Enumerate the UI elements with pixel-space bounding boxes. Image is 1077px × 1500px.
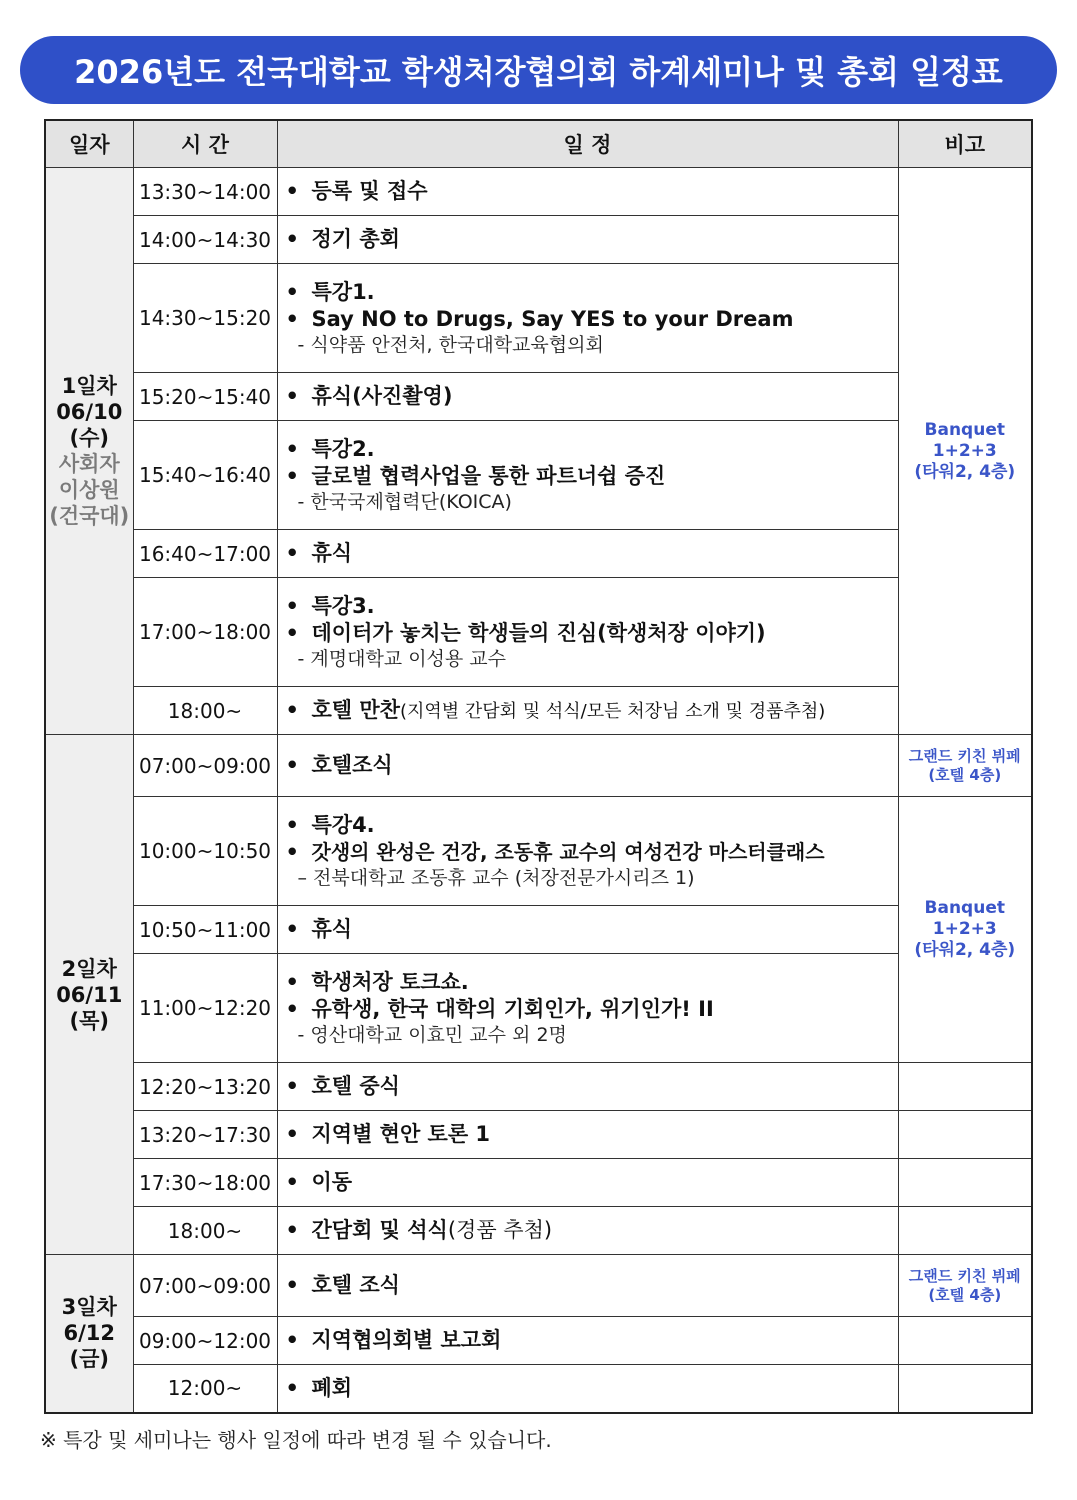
time-cell: 15:20~15:40 xyxy=(133,373,277,421)
note-line: (타워2, 4층) xyxy=(914,461,1016,482)
day2-label: 2일차 xyxy=(61,956,117,981)
header-row xyxy=(45,120,1032,168)
day1-label: 1일차 xyxy=(61,374,117,398)
emcee-role: 사회자 xyxy=(58,452,120,476)
note-line: (타워2, 4층) xyxy=(914,940,1016,960)
schedule-cell xyxy=(277,797,898,906)
time-cell: 14:00~14:30 xyxy=(133,216,277,264)
schedule-cell xyxy=(277,578,898,687)
schedule-item: 호텔 조식 xyxy=(311,1273,400,1297)
schedule-item: 학생처장 토크쇼. xyxy=(311,970,469,994)
table-row xyxy=(45,797,1032,906)
note-cell xyxy=(898,168,1032,735)
note-cell xyxy=(898,1317,1032,1365)
schedule-cell xyxy=(277,1317,898,1365)
day1-date: 06/10 xyxy=(56,400,123,424)
schedule-item-speaker: - 계명대학교 이성용 교수 xyxy=(297,648,507,670)
header-schedule: 일 정 xyxy=(277,120,898,168)
note-line: Banquet xyxy=(924,898,1005,918)
table-row xyxy=(45,906,1032,954)
note-cell xyxy=(898,1255,1032,1317)
note-line: Banquet xyxy=(924,419,1005,440)
time-cell: 11:00~12:20 xyxy=(133,954,277,1063)
bullet-icon: • xyxy=(285,541,299,565)
schedule-cell xyxy=(277,421,898,530)
schedule-item-title: 데이터가 놓치는 학생들의 진심(학생처장 이야기) xyxy=(311,621,766,645)
time-cell: 17:00~18:00 xyxy=(133,578,277,687)
schedule-cell xyxy=(277,1207,898,1255)
emcee-name: 이상원 xyxy=(58,478,120,502)
table-row xyxy=(45,954,1032,1063)
table-row xyxy=(45,1365,1032,1413)
page-title: 2026년도 전국대학교 학생처장협의회 하계세미나 및 총회 일정표 xyxy=(20,36,1057,104)
day2-date: 06/11 xyxy=(56,982,123,1007)
bullet-icon: • xyxy=(285,1218,299,1242)
bullet-icon: • xyxy=(285,280,299,304)
day2-cell xyxy=(45,735,133,1255)
note-line: 1+2+3 xyxy=(932,440,997,461)
note-cell xyxy=(898,1063,1032,1111)
schedule-item-speaker: - 한국국제협력단(KOICA) xyxy=(297,491,512,513)
venue-note xyxy=(899,898,1032,961)
schedule-cell xyxy=(277,530,898,578)
time-cell: 10:00~10:50 xyxy=(133,797,277,906)
schedule-item: 호텔 중식 xyxy=(311,1074,400,1098)
footnote: ※ 특강 및 세미나는 행사 일정에 따라 변경 될 수 있습니다. xyxy=(40,1428,552,1452)
schedule-cell xyxy=(277,687,898,735)
bullet-icon: • xyxy=(285,307,299,331)
note-cell xyxy=(898,735,1032,797)
schedule-cell xyxy=(277,735,898,797)
table-row xyxy=(45,421,1032,530)
time-cell: 13:30~14:00 xyxy=(133,168,277,216)
schedule-item: 호텔 만찬 xyxy=(311,697,400,722)
bullet-icon: • xyxy=(285,1375,299,1400)
header-date: 일자 xyxy=(45,120,133,168)
table-row xyxy=(45,578,1032,687)
schedule-item: 간담회 및 석식 xyxy=(311,1218,448,1242)
table-row xyxy=(45,1159,1032,1207)
bullet-icon: • xyxy=(285,1122,299,1146)
table-row xyxy=(45,373,1032,421)
header-time: 시 간 xyxy=(133,120,277,168)
schedule-item: 휴식 xyxy=(311,541,353,565)
schedule-item-detail: (지역별 간담회 및 석식/모든 처장님 소개 및 경품추첨) xyxy=(399,700,826,722)
schedule-cell xyxy=(277,264,898,373)
schedule-cell xyxy=(277,1365,898,1413)
schedule-item-title: 글로벌 협력사업을 통한 파트너쉽 증진 xyxy=(311,464,666,488)
time-cell: 18:00~ xyxy=(133,1207,277,1255)
time-cell: 15:40~16:40 xyxy=(133,421,277,530)
time-cell: 12:00~ xyxy=(133,1365,277,1413)
schedule-item: 호텔조식 xyxy=(311,753,393,777)
schedule-item: 특강4. xyxy=(311,813,375,837)
note-line: 1+2+3 xyxy=(932,919,997,939)
schedule-item: 휴식(사진촬영) xyxy=(311,384,453,408)
schedule-cell xyxy=(277,906,898,954)
schedule-item: 휴식 xyxy=(311,917,353,941)
time-cell: 18:00~ xyxy=(133,687,277,735)
table-row xyxy=(45,1111,1032,1159)
time-cell: 10:50~11:00 xyxy=(133,906,277,954)
schedule-item-title: 유학생, 한국 대학의 기회인가, 위기인가! II xyxy=(311,997,714,1021)
schedule-item: 폐회 xyxy=(311,1375,353,1400)
bullet-icon: • xyxy=(285,1328,299,1352)
bullet-icon: • xyxy=(285,997,299,1021)
bullet-icon: • xyxy=(285,437,299,461)
bullet-icon: • xyxy=(285,594,299,618)
bullet-icon: • xyxy=(285,917,299,941)
time-cell: 17:30~18:00 xyxy=(133,1159,277,1207)
bullet-icon: • xyxy=(285,384,299,408)
note-line: (호텔 4층) xyxy=(928,765,1002,784)
note-cell xyxy=(898,1159,1032,1207)
day3-date: 6/12 xyxy=(63,1321,115,1346)
day3-cell xyxy=(45,1255,133,1413)
schedule-cell xyxy=(277,1255,898,1317)
note-cell xyxy=(898,1111,1032,1159)
bullet-icon: • xyxy=(285,970,299,994)
bullet-icon: • xyxy=(285,621,299,645)
day3-weekday: (금) xyxy=(69,1347,109,1372)
schedule-cell xyxy=(277,1063,898,1111)
schedule-cell xyxy=(277,373,898,421)
table-row xyxy=(45,168,1032,216)
table-row xyxy=(45,216,1032,264)
schedule-item: 정기 총회 xyxy=(311,227,400,251)
bullet-icon: • xyxy=(285,1170,299,1194)
time-cell: 07:00~09:00 xyxy=(133,735,277,797)
day1-weekday: (수) xyxy=(69,426,109,450)
note-cell xyxy=(898,1207,1032,1255)
day3-label: 3일차 xyxy=(61,1295,117,1320)
schedule-item-speaker: - 영산대학교 이효민 교수 외 2명 xyxy=(297,1024,567,1046)
bullet-icon: • xyxy=(285,813,299,837)
emcee-school: (건국대) xyxy=(49,504,130,528)
bullet-icon: • xyxy=(285,697,299,722)
day2-weekday: (목) xyxy=(69,1008,109,1033)
schedule-item-detail: (경품 추첨) xyxy=(447,1218,553,1242)
schedule-item-speaker: – 전북대학교 조동휴 교수 (처장전문가시리즈 1) xyxy=(297,867,695,889)
schedule-item: 지역별 현안 토론 1 xyxy=(311,1122,491,1146)
header-note: 비고 xyxy=(898,120,1032,168)
time-cell: 12:20~13:20 xyxy=(133,1063,277,1111)
bullet-icon: • xyxy=(285,1074,299,1098)
table-row xyxy=(45,1207,1032,1255)
bullet-icon: • xyxy=(285,840,299,864)
table-row xyxy=(45,264,1032,373)
schedule-item: 특강3. xyxy=(311,594,375,618)
venue-note xyxy=(899,420,1032,483)
schedule-item-title: Say NO to Drugs, Say YES to your Dream xyxy=(311,307,794,331)
schedule-item: 이동 xyxy=(311,1170,353,1194)
table-row xyxy=(45,1063,1032,1111)
note-cell xyxy=(898,797,1032,1063)
schedule-item: 특강2. xyxy=(311,437,375,461)
bullet-icon: • xyxy=(285,464,299,488)
note-line: 그랜드 키친 뷔페 xyxy=(908,1266,1021,1285)
table-row xyxy=(45,1317,1032,1365)
schedule-cell xyxy=(277,954,898,1063)
bullet-icon: • xyxy=(285,179,299,203)
bullet-icon: • xyxy=(285,1273,299,1297)
bullet-icon: • xyxy=(285,227,299,251)
table-row xyxy=(45,530,1032,578)
bullet-icon: • xyxy=(285,753,299,777)
note-line: 그랜드 키친 뷔페 xyxy=(908,746,1021,765)
venue-note xyxy=(899,1267,1032,1305)
schedule-item: 특강1. xyxy=(311,280,375,304)
note-cell xyxy=(898,1365,1032,1413)
table-row xyxy=(45,1255,1032,1317)
time-cell: 13:20~17:30 xyxy=(133,1111,277,1159)
schedule-item: 등록 및 접수 xyxy=(311,179,428,203)
venue-note xyxy=(899,747,1032,785)
schedule-cell xyxy=(277,1111,898,1159)
schedule-item: 지역협의회별 보고회 xyxy=(311,1328,502,1352)
schedule-table xyxy=(44,119,1033,1414)
time-cell: 16:40~17:00 xyxy=(133,530,277,578)
schedule-item-title: 갓생의 완성은 건강, 조동휴 교수의 여성건강 마스터클래스 xyxy=(311,840,825,864)
schedule-cell xyxy=(277,1159,898,1207)
time-cell: 14:30~15:20 xyxy=(133,264,277,373)
table-row xyxy=(45,687,1032,735)
schedule-cell xyxy=(277,168,898,216)
time-cell: 07:00~09:00 xyxy=(133,1255,277,1317)
schedule-item-speaker: - 식약품 안전처, 한국대학교육협의회 xyxy=(297,334,604,356)
schedule-cell xyxy=(277,216,898,264)
table-row xyxy=(45,735,1032,797)
note-line: (호텔 4층) xyxy=(928,1285,1002,1304)
day1-cell xyxy=(45,168,133,735)
time-cell: 09:00~12:00 xyxy=(133,1317,277,1365)
